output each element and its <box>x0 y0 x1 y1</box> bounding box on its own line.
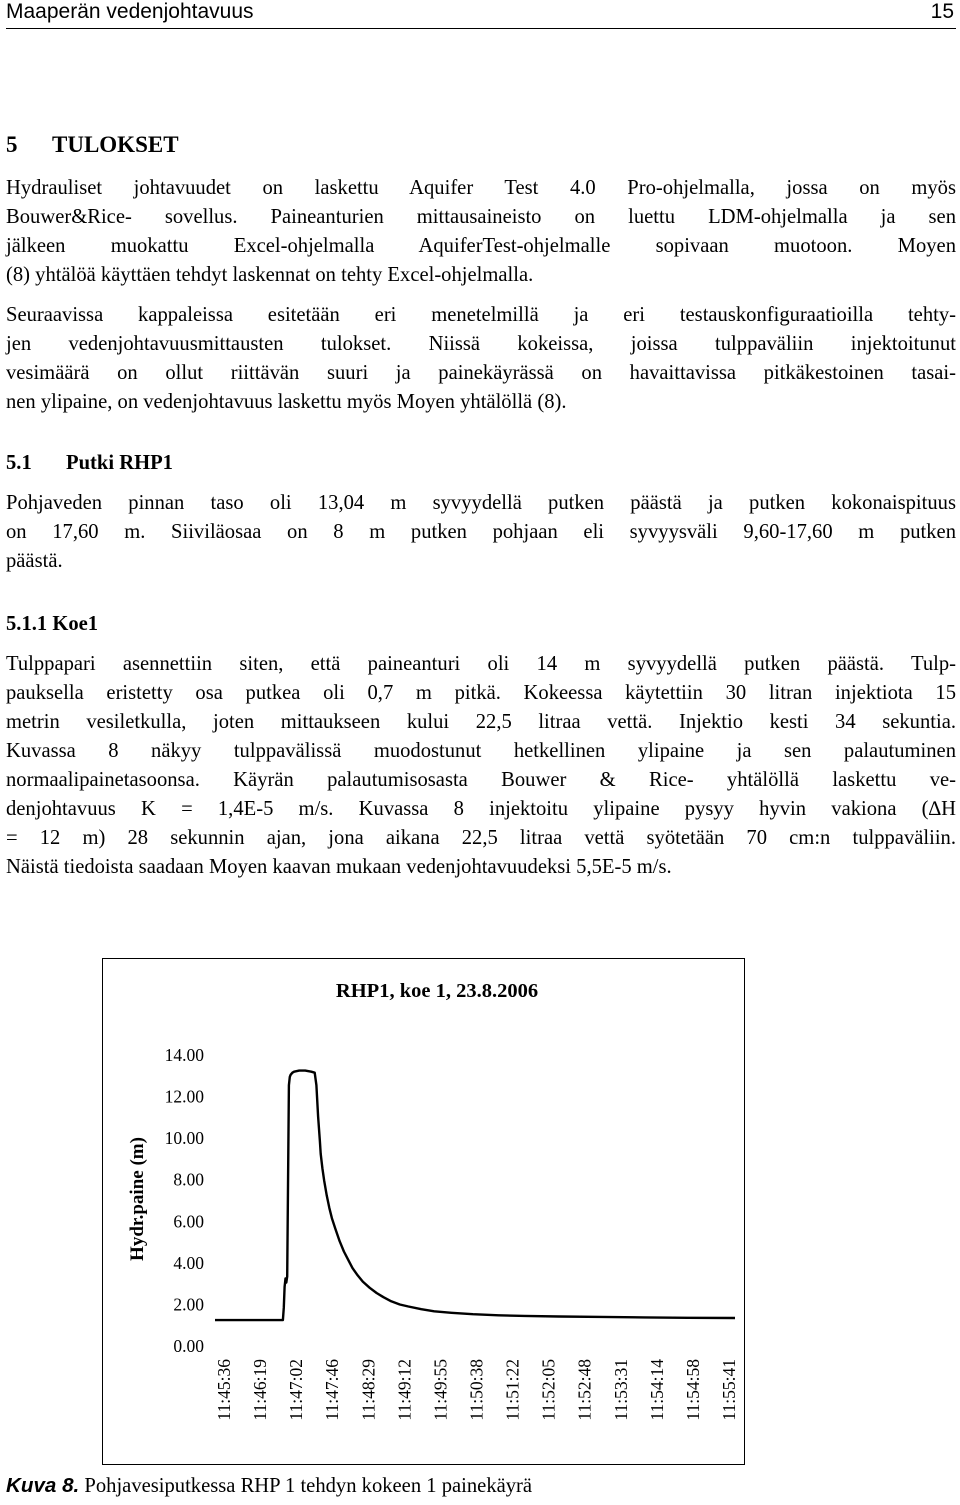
text-line: Seuraavissa kappaleissa esitetään eri menetelmillä ja eri testauskonfiguraatioilla tehty- <box>6 304 956 326</box>
text-line: vesimäärä on ollut riittävän suuri ja painekäyrässä on havaittavissa pitkäkestoinen tasai- <box>6 362 956 384</box>
x-tick-label: 11:47:46 <box>322 1359 343 1421</box>
text-line: Kuvassa 8 näkyy tulppavälissä muodostunut hetkellinen ylipaine ja sen palautuminen <box>6 740 956 762</box>
section-title: Putki RHP1 <box>66 452 173 474</box>
text-line: Tulppapari asennettiin siten, että paineanturi oli 14 m syvyydellä putken päästä. Tulp- <box>6 653 956 675</box>
x-tick-label: 11:52:05 <box>538 1359 559 1421</box>
chart-title: RHP1, koe 1, 23.8.2006 <box>335 980 539 1002</box>
text-line: Näistä tiedoista saadaan Moyen kaavan mukaan vedenjohtavuudeksi 5,5E-5 m/s. <box>6 856 672 878</box>
x-tick-label: 11:52:48 <box>574 1359 595 1421</box>
y-tick-label: 8.00 <box>173 1169 204 1190</box>
text-line: Hydrauliset johtavuudet on laskettu Aquifer Test 4.0 Pro-ohjelmalla, jossa on myös <box>6 177 956 199</box>
y-tick-label: 14.00 <box>164 1045 204 1065</box>
text-line: jälkeen muokattu Excel-ohjelmalla AquiferTest-ohjelmalle sopivaan muotoon. Moyen <box>6 235 956 257</box>
x-tick-label: 11:54:58 <box>682 1359 703 1421</box>
text-line: (8) yhtälöä käyttäen tehdyt laskennat on tehty Excel-ohjelmalla. <box>6 264 534 286</box>
section-title: TULOKSET <box>52 132 179 157</box>
x-tick-label: 11:48:29 <box>358 1359 379 1421</box>
y-tick-label: 12.00 <box>164 1086 204 1107</box>
text-line: Pohjaveden pinnan taso oli 13,04 m syvyydellä putken päästä ja putken kokonaispituus <box>6 492 956 514</box>
text-line: on 17,60 m. Siiviläosaa on 8 m putken pohjaan eli syvyysväli 9,60-17,60 m putken <box>6 521 956 543</box>
section-number: 5.1 <box>6 452 32 474</box>
running-header-title: Maaperän vedenjohtavuus <box>6 0 254 23</box>
figure-caption <box>6 1474 532 1498</box>
text-line: normaalipainetasoonsa. Käyrän palautumisosasta Bouwer & Rice- yhtälöllä laskettu ve- <box>6 769 956 791</box>
series-line <box>215 1071 735 1321</box>
text-line: päästä. <box>6 550 63 572</box>
x-tick-label: 11:45:36 <box>214 1359 234 1421</box>
x-tick-label: 11:46:19 <box>250 1359 271 1421</box>
y-tick-label: 4.00 <box>173 1252 204 1273</box>
x-tick-label: 11:47:02 <box>286 1359 307 1421</box>
y-tick-label: 10.00 <box>164 1128 204 1149</box>
caption-label: Kuva 8. <box>6 1474 80 1497</box>
x-tick-label: 11:51:22 <box>502 1359 523 1421</box>
x-tick-label: 11:50:38 <box>466 1359 487 1421</box>
y-tick-label: 6.00 <box>173 1211 204 1232</box>
x-tick-label: 11:53:31 <box>610 1359 631 1421</box>
section-number: 5 <box>6 132 18 157</box>
y-tick-label: 2.00 <box>173 1294 204 1315</box>
text-line: jen vedenjohtavuusmittausten tulokset. Niissä kokeissa, joissa tulppaväliin injektoitunut <box>6 333 956 355</box>
text-line: metrin vesiletkulla, joten mittaukseen kului 22,5 litraa vettä. Injektio kesti 34 sekuntia. <box>6 711 956 733</box>
text-line: nen ylipaine, on vedenjohtavuus laskettu myös Moyen yhtälöllä (8). <box>6 391 567 413</box>
text-line: = 12 m) 28 sekunnin ajan, jona aikana 22,5 litraa vettä syötetään 70 cm:n tulppaväliin. <box>6 827 956 849</box>
text-line: Bouwer&Rice- sovellus. Paineanturien mittausaineisto on luettu LDM-ohjelmalla ja sen <box>6 206 956 228</box>
text-line: denjohtavuus K = 1,4E-5 m/s. Kuvassa 8 injektoitu ylipaine pysyy hyvin vakiona (∆H <box>6 798 956 820</box>
text-line: pauksella eristetty osa putkea oli 0,7 m pitkä. Kokeessa käytettiin 30 litran injektiota 15 <box>6 682 956 704</box>
caption-text: Pohjavesiputkessa RHP 1 tehdyn kokeen 1 painekäyrä <box>79 1475 533 1497</box>
y-axis-label: Hydr.paine (m) <box>127 1137 148 1261</box>
x-tick-label: 11:55:41 <box>719 1359 739 1421</box>
x-tick-label: 11:54:14 <box>646 1359 667 1421</box>
x-tick-label: 11:49:55 <box>430 1359 451 1421</box>
y-tick-label: 0.00 <box>173 1336 204 1356</box>
x-tick-label: 11:49:12 <box>394 1359 415 1421</box>
section-heading-5-1-1: 5.1.1 Koe1 <box>6 613 99 635</box>
page-number: 15 <box>930 0 954 23</box>
